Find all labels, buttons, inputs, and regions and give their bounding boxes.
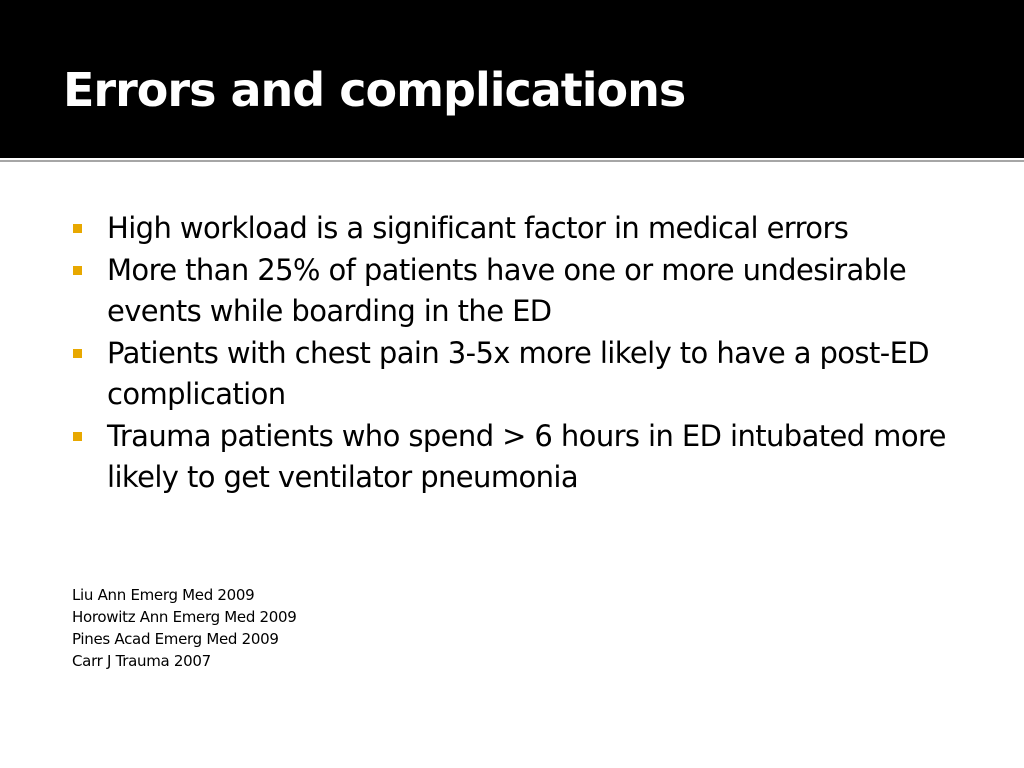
bullet-text: High workload is a significant factor in medical errors bbox=[107, 211, 849, 245]
bullet-item bbox=[72, 333, 972, 416]
square-bullet-icon bbox=[73, 266, 82, 275]
reference-list bbox=[72, 584, 297, 672]
square-bullet-icon bbox=[73, 349, 82, 358]
bullet-item bbox=[72, 250, 972, 333]
reference-item: Carr J Trauma 2007 bbox=[72, 652, 211, 670]
square-bullet-icon bbox=[73, 224, 82, 233]
bullet-list bbox=[72, 208, 972, 499]
bullet-item bbox=[72, 208, 972, 250]
slide-title: Errors and complications bbox=[63, 63, 686, 117]
bullet-item bbox=[72, 416, 972, 499]
bullet-text: Trauma patients who spend > 6 hours in ED intubated more likely to get ventilator pneumonia bbox=[107, 418, 946, 494]
title-divider bbox=[0, 160, 1024, 162]
reference-item: Pines Acad Emerg Med 2009 bbox=[72, 630, 279, 648]
reference-item: Horowitz Ann Emerg Med 2009 bbox=[72, 608, 297, 626]
bullet-text: More than 25% of patients have one or more undesirable events while boarding in the ED bbox=[107, 252, 907, 328]
square-bullet-icon bbox=[73, 432, 82, 441]
reference-item: Liu Ann Emerg Med 2009 bbox=[72, 586, 255, 604]
bullet-text: Patients with chest pain 3-5x more likely to have a post-ED complication bbox=[107, 335, 930, 411]
